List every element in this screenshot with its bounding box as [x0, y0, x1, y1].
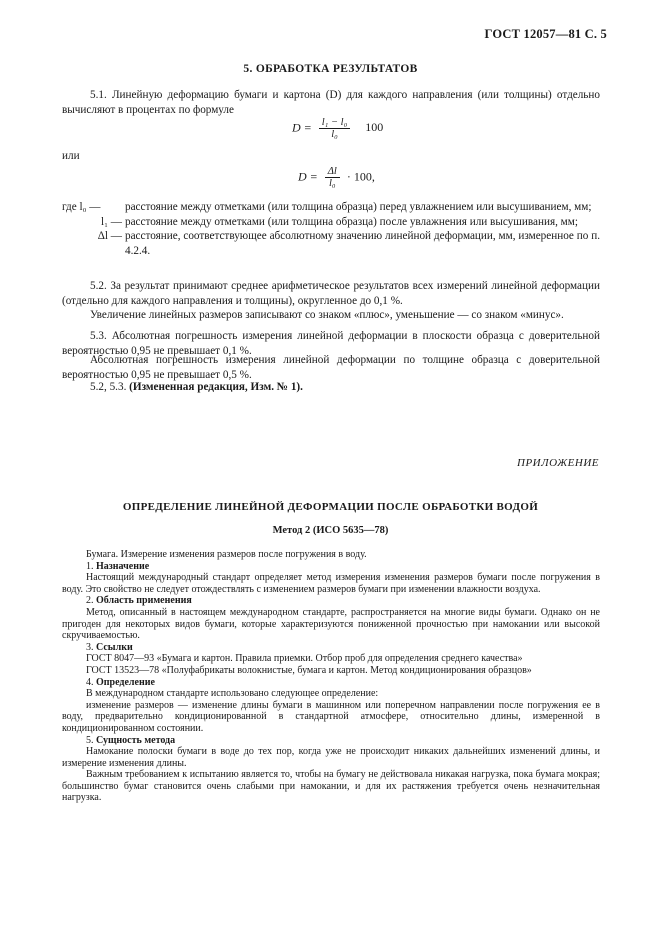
appendix-body	[62, 549, 600, 804]
section-text: Важным требованием к испытанию является то, чтобы на бумагу не действовала никакая нагрузка, пока бумага мокрая; большинство бумаг становится очень слабыми при намокании, и для их растяжения требуется очень незначительная нагрузка.	[62, 769, 600, 804]
paragraph-5-2-sign: Увеличение линейных размеров записывают со знаком «плюс», уменьшение — со знаком «минус».	[90, 309, 564, 321]
formula-2-numerator: Δl	[325, 166, 340, 178]
paragraph-5-1: 5.1. Линейную деформацию бумаги и картона (D) для каждого направления (или толщины) отдельно вычисляют в процентах по формуле	[62, 89, 600, 116]
section-heading-title: Ссылки	[96, 641, 133, 653]
amendment-note: (Измененная редакция, Изм. № 1).	[129, 381, 303, 393]
formula-2-lhs: D =	[298, 169, 318, 184]
formula-2-fraction	[325, 166, 340, 189]
reference-item: ГОСТ 13523—78 «Полуфабрикаты волокнистые, бумага и картон. Метод кондиционирования образцов»	[86, 664, 532, 676]
definition-label: Δl —	[97, 230, 122, 243]
section-heading: 2. Область применения	[86, 595, 192, 607]
section-text: Настоящий международный стандарт определяет метод измерения изменения размеров бумаги после погружения в воду. Это свойство не следует отождествлять с изменением размеров бумаги при изменении влажности воздуха.	[62, 572, 600, 595]
paragraph-amendment	[62, 380, 600, 395]
section-heading-title: Сущность метода	[96, 734, 176, 746]
appendix-intro: Бумага. Измерение изменения размеров после погружения в воду.	[86, 549, 367, 560]
amendment-prefix: 5.2, 5.3.	[90, 381, 127, 393]
definitions-list	[62, 200, 600, 258]
section-heading: 5. Сущность метода	[86, 734, 176, 746]
definition-text: расстояние, соответствующее абсолютному значению линейной деформации, мм, измеренное по п. 4.2.4.	[125, 230, 600, 257]
formula-2	[298, 166, 375, 189]
definition-text: расстояние между отметками (или толщина образца) перед увлажнением или высушиванием, мм;	[125, 201, 592, 213]
formula-1-multiplier: 100	[365, 120, 384, 135]
section-title: 5. ОБРАБОТКА РЕЗУЛЬТАТОВ	[243, 63, 418, 75]
or-text: или	[62, 150, 80, 162]
formula-1	[292, 117, 383, 140]
page-header: ГОСТ 12057—81 С. 5	[484, 27, 607, 41]
section-text: изменение размеров — изменение длины бумаги в машинном или поперечном направлении после погружения ее в воду, предварительно кондиционированной в стандартной атмосфере, относительно длины, измеренной в кондиционированном состоянии.	[62, 699, 600, 734]
section-heading-title: Область применения	[96, 595, 192, 607]
paragraph-5-3: 5.3. Абсолютная погрешность измерения линейной деформации в плоскости образца с доверительной вероятностью 0,95 не превышает 0,1 %.	[62, 330, 600, 357]
section-text: Намокание полоски бумаги в воде до тех пор, когда уже не происходит никаких дальнейших изменений длины, и измерение изменения длины.	[62, 746, 600, 769]
reference-item: ГОСТ 8047—93 «Бумага и картон. Правила приемки. Отбор проб для определения среднего качества»	[86, 653, 523, 665]
definition-label: где l₀ —	[62, 201, 101, 213]
formula-1-lhs: D =	[292, 120, 312, 135]
section-heading: 1. Назначение	[86, 560, 150, 572]
definition-row	[62, 200, 600, 215]
section-text: В международном стандарте использовано следующее определение:	[86, 688, 379, 700]
section-heading: 4. Определение	[86, 676, 155, 688]
formula-1-fraction	[319, 117, 350, 140]
definition-label: l₁ —	[101, 215, 122, 228]
appendix-label: ПРИЛОЖЕНИЕ	[517, 457, 599, 469]
definition-row	[62, 215, 600, 230]
method-title: Метод 2 (ИСО 5635—78)	[272, 525, 389, 536]
paragraph-5-3-thickness: Абсолютная погрешность измерения линейной деформации по толщине образца с доверительной вероятностью 0,95 не превышает 0,5 %.	[62, 354, 600, 381]
section-text: Метод, описанный в настоящем международном стандарте, распространяется на многие виды бумаги. Однако он не пригоден для некоторых видов бумаги, которые характеризуются пониженной прочностью при намокании или высокой скручиваемостью.	[62, 606, 600, 642]
definition-text: расстояние между отметками (или толщина образца) после увлажнения или высушивания, мм;	[125, 215, 578, 228]
paragraph-5-2: 5.2. За результат принимают среднее арифметическое результатов всех измерений линейной деформации (отдельно для каждого направления и толщины), округленное до 0,1 %.	[62, 280, 600, 307]
section-heading-title: Определение	[96, 676, 155, 688]
formula-1-numerator: l₁ − l₀	[319, 117, 350, 129]
formula-1-denominator: l₀	[331, 129, 338, 140]
formula-2-denominator: l₀	[329, 178, 336, 189]
appendix-title: ОПРЕДЕЛЕНИЕ ЛИНЕЙНОЙ ДЕФОРМАЦИИ ПОСЛЕ ОБРАБОТКИ ВОДОЙ	[122, 501, 539, 513]
section-heading: 3. Ссылки	[86, 641, 133, 653]
formula-2-multiplier: · 100,	[346, 169, 375, 184]
section-heading-title: Назначение	[96, 560, 150, 572]
definition-row	[62, 229, 600, 258]
